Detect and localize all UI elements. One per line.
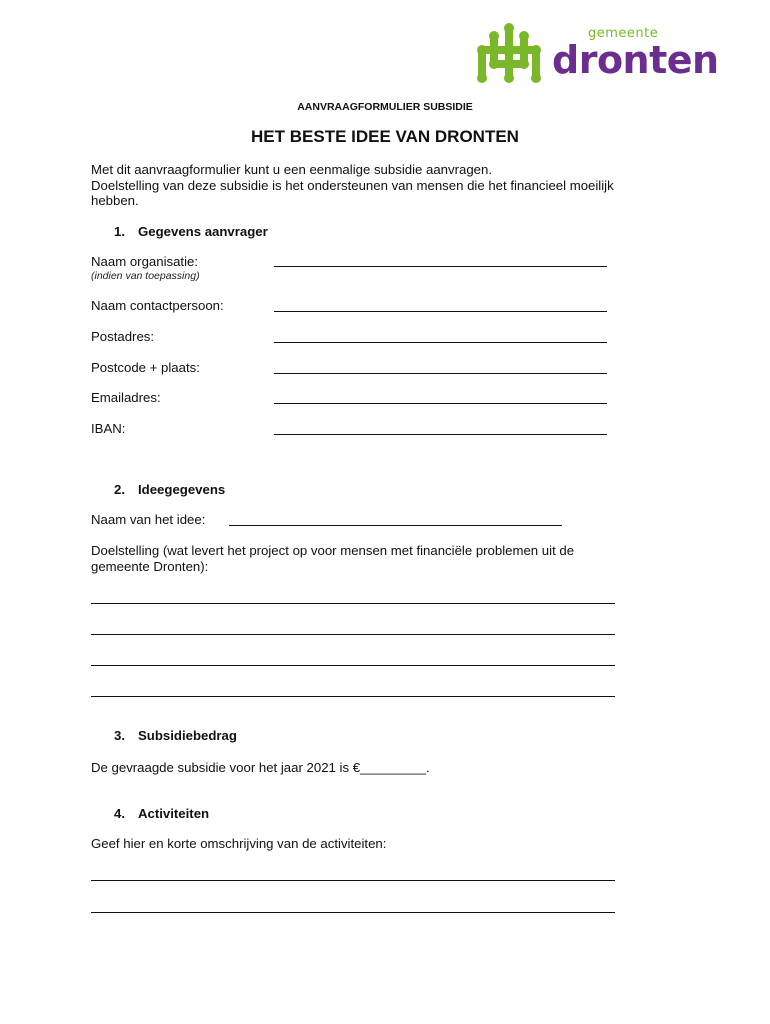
doelstelling-answer-line[interactable] (91, 634, 615, 635)
section-2-heading (114, 482, 225, 497)
doelstelling-line-2: gemeente Dronten): (91, 559, 209, 574)
section-title: Gegevens aanvrager (138, 224, 268, 239)
activiteiten-answer-line[interactable] (91, 880, 615, 881)
intro-line-3: hebben. (91, 193, 139, 208)
org-field[interactable] (274, 266, 607, 267)
section-4-heading (114, 806, 209, 821)
doelstelling-answer-line[interactable] (91, 603, 615, 604)
gemeente-dronten-logo (474, 22, 734, 88)
iban-label: IBAN: (91, 421, 126, 436)
section-title: Subsidiebedrag (138, 728, 237, 743)
section-number: 4. (114, 806, 125, 821)
intro-line-1: Met dit aanvraagformulier kunt u een eenmalige subsidie aanvragen. (91, 162, 492, 177)
contact-field[interactable] (274, 311, 607, 312)
section-title: Ideegegevens (138, 482, 226, 497)
org-hint: (indien van toepassing) (91, 270, 200, 282)
section-number: 2. (114, 482, 125, 497)
contact-label: Naam contactpersoon: (91, 298, 224, 313)
subsidie-amount-text[interactable]: De gevraagde subsidie voor het jaar 2021 is €_________. (91, 760, 430, 775)
idee-label: Naam van het idee: (91, 512, 206, 527)
logo-dronten-text: dronten (552, 38, 719, 82)
doelstelling-answer-line[interactable] (91, 696, 615, 697)
activiteiten-prompt: Geef hier en korte omschrijving van de activiteiten: (91, 836, 387, 851)
section-3-heading (114, 728, 237, 743)
page-title: HET BESTE IDEE VAN DRONTEN (251, 127, 519, 146)
iban-field[interactable] (274, 434, 607, 435)
form-type-heading: AANVRAAGFORMULIER SUBSIDIE (297, 101, 473, 113)
dronten-emblem-icon (474, 22, 544, 88)
postadres-field[interactable] (274, 342, 607, 343)
idee-field[interactable] (229, 525, 562, 526)
doelstelling-answer-line[interactable] (91, 665, 615, 666)
postcode-label: Postcode + plaats: (91, 360, 200, 375)
postcode-field[interactable] (274, 373, 607, 374)
org-label: Naam organisatie: (91, 254, 199, 269)
section-title: Activiteiten (138, 806, 210, 821)
postadres-label: Postadres: (91, 329, 155, 344)
section-number: 1. (114, 224, 125, 239)
activiteiten-answer-line[interactable] (91, 912, 615, 913)
doelstelling-line-1: Doelstelling (wat levert het project op voor mensen met financiële problemen uit de (91, 543, 575, 558)
section-number: 3. (114, 728, 125, 743)
section-1-heading (114, 224, 268, 239)
email-label: Emailadres: (91, 390, 161, 405)
intro-line-2: Doelstelling van deze subsidie is het ondersteunen van mensen die het financieel moeilijk (91, 178, 614, 193)
email-field[interactable] (274, 403, 607, 404)
logo-gemeente-text: gemeente (588, 26, 659, 41)
